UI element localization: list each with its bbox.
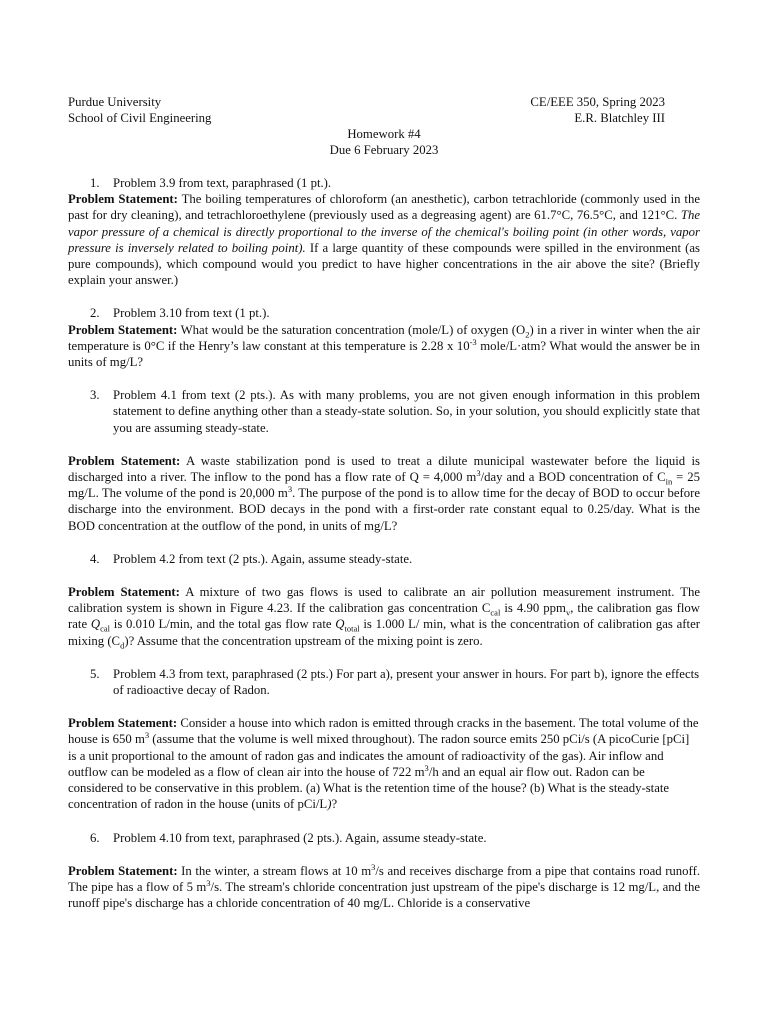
header-left xyxy=(68,94,211,126)
problem-number: 1. xyxy=(90,176,100,190)
problem-statement-label: Problem Statement: xyxy=(68,585,180,600)
header-right xyxy=(530,94,665,126)
statement-text: is 1.000 L/ min, what is the concentration of calibration gas after mixing (C xyxy=(68,617,701,648)
subscript: cal xyxy=(100,624,111,635)
statement-text: In the winter, a stream flows at 10 m xyxy=(181,863,372,878)
statement-text: . The purpose of the pond is to allow time for the decay of BOD to occur before discharge into the environment. BOD decays in the pond with a first-order rate constant equal to 0.25/day. What is the BOD concentration at the outflow of the pond, in units of mg/L? xyxy=(68,486,701,533)
problem-statement-label: Problem Statement: xyxy=(68,863,178,878)
problem-description: Problem 3.9 from text, paraphrased (1 pt.). xyxy=(113,176,332,190)
subscript: 2 xyxy=(525,329,530,340)
statement-italic-text: ) xyxy=(327,797,332,812)
superscript: 3 xyxy=(287,484,293,494)
problem-statement-label: Problem Statement: xyxy=(68,322,178,337)
problem-statement-label: Problem Statement: xyxy=(68,192,178,207)
superscript: 3 xyxy=(476,467,481,478)
statement-text: If a large quantity of these compounds were spilled in the environment (as pure compounds), which compound would you predict to have higher concentrations in the air above the site? (Briefly explain your answer.) xyxy=(68,240,701,288)
statement-text: )? Assume that the concentration upstream of the mixing point is zero. xyxy=(124,633,483,648)
problem-statement-1 xyxy=(68,191,700,288)
superscript: 3 xyxy=(144,730,150,741)
statement-text: mole/L·atm? What would the answer be in units of mg/L? xyxy=(68,338,700,370)
problem-statement-label: Problem Statement: xyxy=(68,716,178,731)
statement-italic-text: Q xyxy=(90,617,101,632)
statement-text: = 25 mg/L. The volume of the pond is 20,000 m xyxy=(68,470,700,501)
problem-item-1 xyxy=(68,175,700,191)
statement-text: ) in a river in winter when the air temperature is 0°C if the Henry’s law constant at this temperature is 2.28 x 10 xyxy=(68,322,701,353)
problem-item-2 xyxy=(68,305,700,321)
problem-number: 2. xyxy=(90,306,100,321)
problem-item-5 xyxy=(68,666,700,698)
due-date: Due 6 February 2023 xyxy=(329,143,439,158)
statement-text: (assume that the volume is well mixed throughout). The radon source emits 250 pCi/s (A picoCurie [pCi] is a unit proportional to the amount of radon gas and indicates the amount of radioactivity of the gas). Air inflow and outflow can be modeled as a flow of clean air into the house of 722 m xyxy=(68,732,690,779)
school-name: School of Civil Engineering xyxy=(68,111,212,126)
superscript: 3 xyxy=(424,762,429,773)
statement-text: The boiling temperatures of chloroform (an anesthetic), carbon tetrachloride (commonly used in the past for dry cleaning), and tetrachloroethylene (previously used as a degreasing agent) are 61.7°C, 76.5°C, and 121°C. xyxy=(68,192,700,223)
subscript: d xyxy=(120,640,125,651)
university-name: Purdue University xyxy=(68,95,162,109)
statement-text: /s and receives discharge from a pipe that contains road runoff. The pipe has a flow of 5 m xyxy=(68,863,701,894)
statement-text: /day and a BOD concentration of C xyxy=(480,470,666,485)
problem-number: 3. xyxy=(90,388,100,403)
problem-number: 6. xyxy=(90,830,100,845)
title-block xyxy=(0,126,768,158)
instructor-name: E.R. Blatchley III xyxy=(574,111,665,126)
statement-text: , the calibration gas flow rate xyxy=(68,601,700,632)
superscript: 3 xyxy=(371,861,376,872)
problem-statement-5 xyxy=(68,715,700,812)
problem-item-6 xyxy=(68,830,700,846)
statement-text: A waste stabilization pond is used to treat a dilute municipal wastewater before the liquid is discharged into a river. The inflow to the pond has a flow rate of Q = 4,000 m xyxy=(68,453,701,485)
statement-text: /h and an equal air flow out. Radon can be considered to be conservative in this problem. (a) What is the retention time of the house? (b) What is the steady-state concentration of radon in the house (units of pCi/L xyxy=(68,764,670,812)
problem-statement-2 xyxy=(68,322,700,371)
statement-text: What would be the saturation concentration (mole/L) of oxygen (O xyxy=(180,322,526,337)
problem-description: Problem 4.2 from text (2 pts.). Again, assume steady-state. xyxy=(113,551,413,566)
problem-description: Problem 4.1 from text (2 pts.). As with many problems, you are not given enough information in this problem statement to define anything other than a steady-state solution. So, in your solution, you should explicitly state that you are assuming steady-state. xyxy=(113,388,700,435)
problem-description: Problem 4.10 from text, paraphrased (2 pts.). Again, assume steady-state. xyxy=(113,830,487,845)
superscript: 3 xyxy=(206,877,211,888)
problem-statement-6 xyxy=(68,863,700,912)
problem-number: 4. xyxy=(90,551,100,566)
problem-item-3 xyxy=(68,387,700,436)
problem-statement-3 xyxy=(68,453,700,534)
statement-italic-text: The vapor pressure of a chemical is directly proportional to the inverse of the chemical's boiling point (in other words, vapor pressure is inversely related to boiling point). xyxy=(68,208,700,255)
problem-description: Problem 4.3 from text, paraphrased (2 pts.) For part a), present your answer in hours. For part b), ignore the effects of radioactive decay of Radon. xyxy=(113,666,700,698)
subscript: v xyxy=(565,607,571,618)
problem-list xyxy=(68,175,700,911)
statement-text: Consider a house into which radon is emitted through cracks in the basement. The total volume of the house is 650 m xyxy=(68,716,699,747)
subscript: in xyxy=(665,476,673,487)
statement-text: /s. The stream's chloride concentration just upstream of the pipe's discharge is 12 mg/L, and the runoff pipe's discharge has a chloride concentration of 40 mg/L. Chloride is a conservative xyxy=(68,879,700,911)
homework-title: Homework #4 xyxy=(347,127,421,141)
statement-text: is 0.010 L/min, and the total gas flow rate xyxy=(110,617,336,632)
superscript: -3 xyxy=(469,336,477,347)
statement-text: ? xyxy=(331,797,338,812)
statement-text: is 4.90 ppm xyxy=(500,601,566,616)
problem-item-4 xyxy=(68,551,700,567)
course-name: CE/EEE 350, Spring 2023 xyxy=(530,95,665,109)
problem-description: Problem 3.10 from text (1 pt.). xyxy=(113,306,270,321)
problem-statement-4 xyxy=(68,584,700,649)
statement-italic-text: Q xyxy=(335,617,345,632)
subscript: total xyxy=(344,624,360,635)
problem-number: 5. xyxy=(90,666,100,681)
statement-text: A mixture of two gas flows is used to calibrate an air pollution measurement instrument. The calibration system is shown in Figure 4.23. If the calibration gas concentration C xyxy=(68,585,701,616)
problem-statement-label: Problem Statement: xyxy=(68,453,181,468)
subscript: cal xyxy=(490,607,501,618)
